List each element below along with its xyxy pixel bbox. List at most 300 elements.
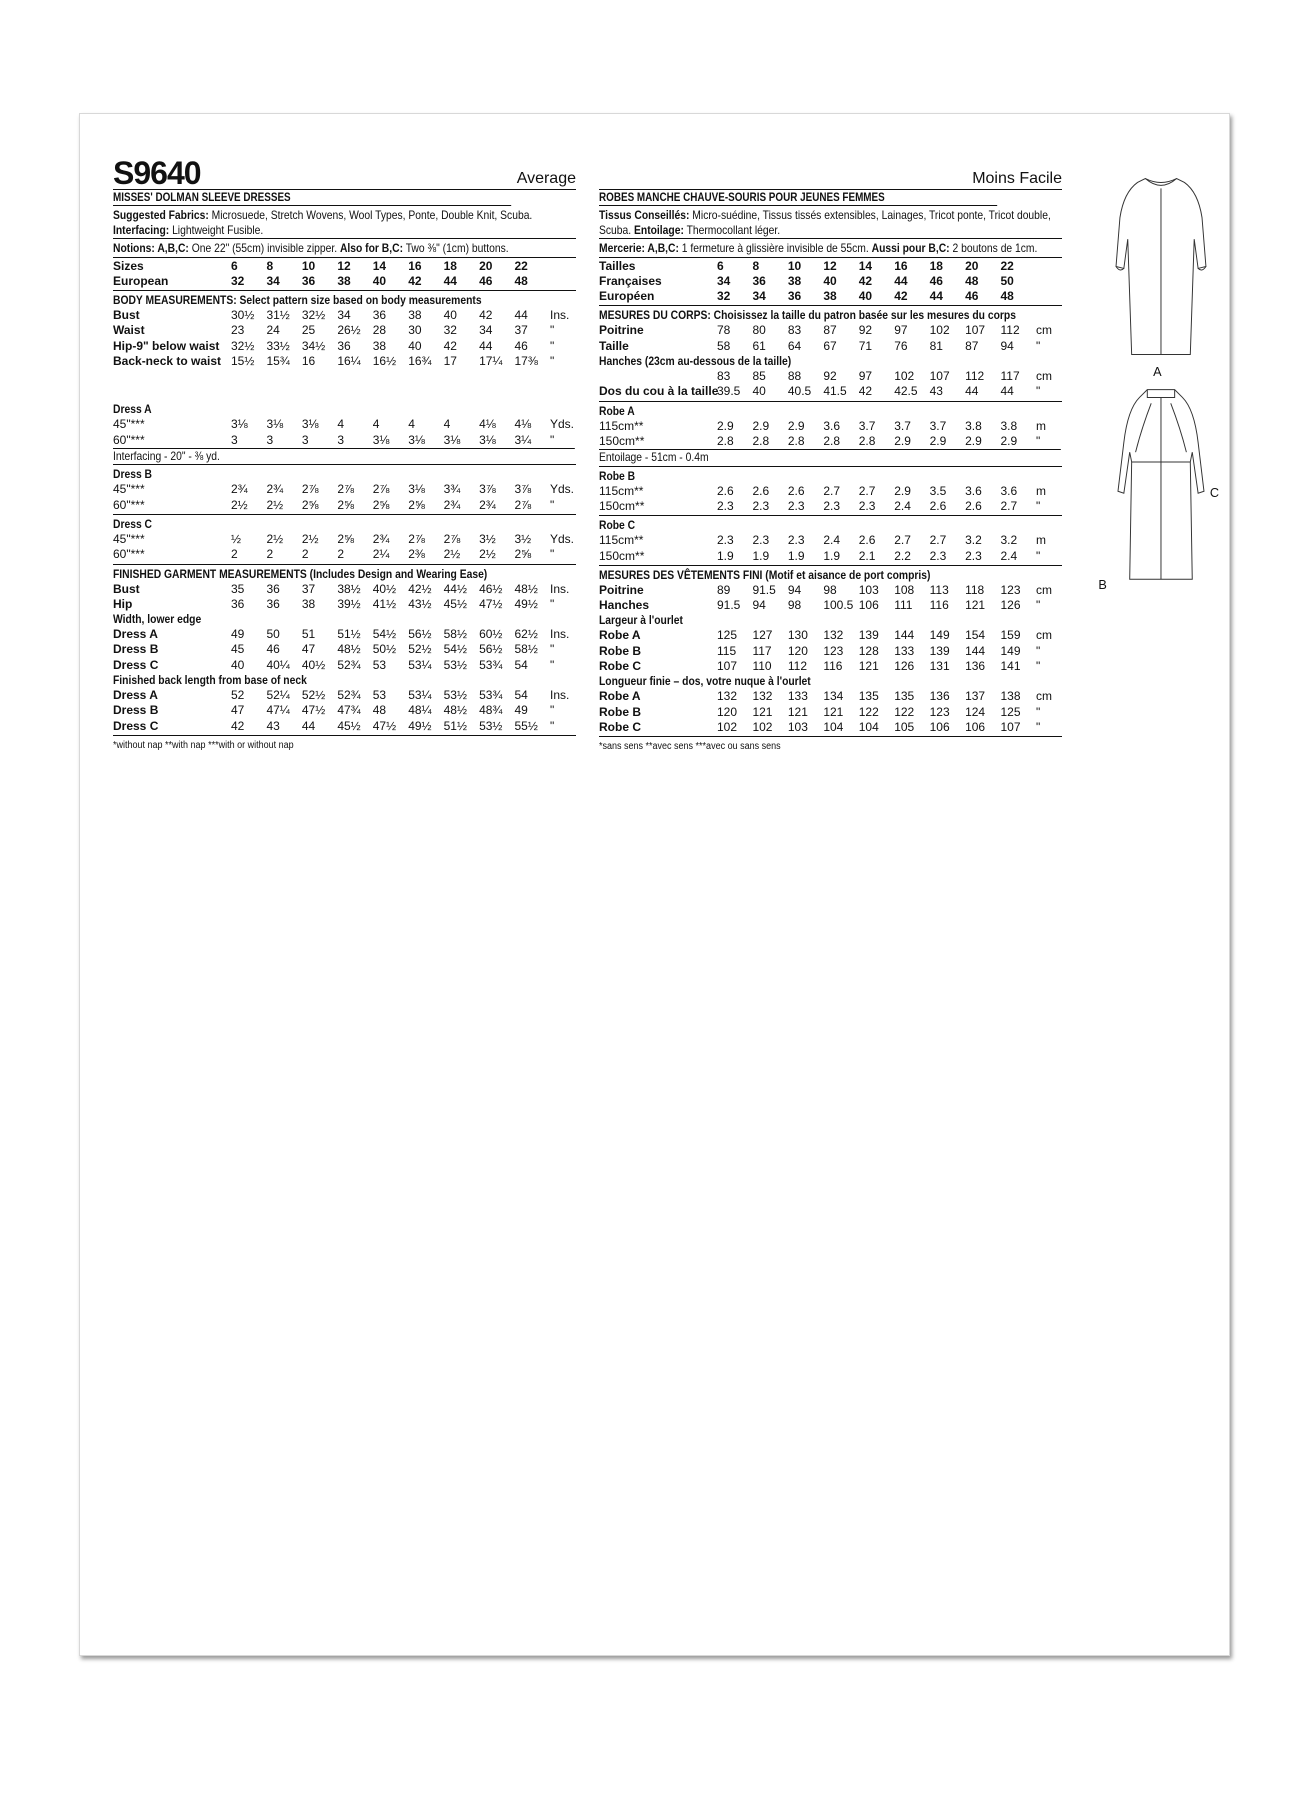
- value-cell: 43½: [408, 596, 432, 611]
- table-row: [599, 549, 1062, 564]
- value-cell: 4: [372, 417, 380, 432]
- value-cell: 54½: [372, 627, 397, 642]
- value-cell: 47½: [479, 596, 503, 611]
- table-row: [599, 583, 1062, 598]
- body-measurements-section: [113, 291, 576, 400]
- value-cell: 2.3: [787, 533, 805, 548]
- yardage-view-title: Dress B: [113, 467, 153, 482]
- value-cell: 46: [965, 289, 979, 304]
- row-label: Sizes: [113, 258, 144, 273]
- value-cell: 122: [894, 704, 915, 719]
- fabrics-section-fr: [599, 206, 1062, 239]
- row-label: 45"***: [113, 531, 145, 546]
- table-row: [113, 658, 576, 673]
- value-cell: 2.6: [858, 533, 876, 548]
- value-cell: 3⅛: [266, 417, 284, 432]
- row-label: 60"***: [113, 547, 145, 562]
- value-cell: 12: [823, 258, 837, 273]
- value-cell: 2.7: [858, 483, 876, 498]
- value-cell: 42: [408, 273, 422, 288]
- value-cell: 3.7: [894, 418, 911, 433]
- value-cell: 10: [301, 258, 316, 273]
- value-cell: 53¾: [479, 688, 503, 703]
- value-cell: 128: [858, 643, 879, 658]
- row-label: 150cm**: [599, 548, 645, 563]
- row-label: Poitrine: [599, 323, 644, 338]
- value-cell: 53¼: [408, 688, 432, 703]
- english-column: [113, 155, 576, 751]
- value-cell: 36: [266, 596, 280, 611]
- value-cell: 83: [787, 323, 802, 338]
- value-cell: 3.6: [965, 483, 982, 498]
- value-cell: 71: [858, 338, 873, 353]
- value-cell: 2.7: [894, 533, 911, 548]
- table-row: [599, 484, 1062, 499]
- value-cell: 2½: [231, 497, 248, 512]
- value-cell: 3¼: [514, 432, 532, 447]
- value-cell: 42½: [408, 581, 432, 596]
- unit-cell: [1036, 289, 1062, 304]
- value-cell: 112: [965, 368, 985, 383]
- value-cell: 92: [823, 368, 837, 383]
- footnote-fr: *sans sens **avec sens ***avec ou sans sens: [599, 741, 781, 753]
- value-cell: 2⅞: [408, 531, 425, 546]
- row-label: Robe C: [599, 719, 641, 734]
- value-cell: 2.8: [717, 433, 734, 448]
- value-cell: 100.5: [823, 598, 854, 613]
- value-cell: 38: [823, 289, 837, 304]
- row-label: European: [113, 273, 169, 288]
- value-cell: 58: [717, 338, 731, 353]
- value-cell: 41.5: [823, 384, 847, 399]
- yardage-view-title: Dress A: [113, 402, 152, 417]
- table-row: [599, 689, 1062, 704]
- row-label: Taille: [599, 338, 629, 353]
- value-cell: 3.2: [965, 533, 982, 548]
- unit-cell: ": [550, 596, 555, 611]
- table-row: [113, 582, 576, 597]
- value-cell: 33½: [266, 338, 290, 353]
- value-cell: 3: [301, 432, 309, 447]
- value-cell: 107: [1000, 719, 1021, 734]
- table-row: [113, 417, 576, 432]
- value-cell: 2¾: [443, 497, 461, 512]
- value-cell: 17⅜: [514, 353, 538, 368]
- unit-cell: Ins.: [550, 627, 570, 642]
- row-label: Robe C: [599, 659, 641, 674]
- value-cell: 131: [929, 659, 950, 674]
- row-label: 115cm**: [599, 483, 644, 498]
- yardage-block: [113, 465, 576, 515]
- value-cell: 4: [408, 417, 415, 432]
- finished-measurements-section: [113, 565, 576, 736]
- value-cell: 46: [514, 338, 528, 353]
- value-cell: 3½: [514, 531, 532, 546]
- value-cell: 2.8: [752, 433, 770, 448]
- value-cell: 55½: [514, 718, 538, 733]
- value-cell: 42.5: [894, 384, 918, 399]
- value-cell: 137: [965, 689, 986, 704]
- row-label: Tailles: [599, 258, 636, 273]
- value-cell: 102: [894, 368, 915, 383]
- interfacing-yardage: Interfacing - 20" - ⅜ yd.: [113, 448, 575, 464]
- value-cell: 3⅛: [231, 417, 248, 432]
- table-row: [113, 597, 576, 612]
- value-cell: 121: [823, 704, 844, 719]
- value-cell: 64: [787, 338, 802, 353]
- row-label: 60"***: [113, 497, 145, 512]
- notions-text-fr: Mercerie: A,B,C: 1 fermeture à glissière invisible de 55cm. Aussi pour B,C: 2 boutons de 1cm.: [599, 241, 1038, 255]
- value-cell: 53½: [479, 718, 503, 733]
- row-label: 115cm**: [599, 533, 644, 548]
- value-cell: 104: [858, 719, 879, 734]
- value-cell: 36: [301, 273, 316, 288]
- finished-measurements-section-fr: [599, 566, 1062, 737]
- value-cell: 62½: [514, 627, 538, 642]
- value-cell: 53: [372, 657, 387, 672]
- value-cell: 2½: [479, 547, 496, 562]
- value-cell: 121: [965, 598, 986, 613]
- row-label: Poitrine: [599, 582, 644, 597]
- unit-cell: ": [550, 718, 555, 733]
- value-cell: 31½: [266, 308, 290, 323]
- value-cell: 108: [894, 582, 915, 597]
- value-cell: 2⅝: [514, 547, 532, 562]
- value-cell: 139: [929, 643, 950, 658]
- value-cell: 2½: [266, 531, 284, 546]
- value-cell: 2.4: [1000, 548, 1018, 563]
- value-cell: 144: [965, 643, 986, 658]
- row-label: Waist: [113, 323, 145, 338]
- value-cell: 47½: [372, 718, 397, 733]
- value-cell: 120: [717, 704, 738, 719]
- value-cell: 2.4: [894, 498, 911, 513]
- french-column: [599, 159, 1062, 752]
- value-cell: 40: [231, 657, 245, 672]
- value-cell: 51: [301, 627, 316, 642]
- hanches-title: Hanches (23cm au-dessous de la taille): [599, 353, 792, 368]
- notions-text: Notions: A,B,C: One 22" (55cm) invisible zipper. Also for B,C: Two ⅜" (1cm) buttons.: [113, 241, 509, 255]
- value-cell: 2.1: [858, 548, 876, 563]
- value-cell: 53¼: [408, 657, 432, 672]
- value-cell: 130: [787, 628, 808, 643]
- value-cell: 107: [717, 659, 738, 674]
- value-cell: 56½: [408, 627, 432, 642]
- value-cell: 2.6: [717, 483, 734, 498]
- value-cell: 2.3: [929, 548, 947, 563]
- unit-cell: ": [1036, 598, 1041, 613]
- value-cell: 2⅜: [408, 547, 425, 562]
- value-cell: 3.8: [965, 418, 982, 433]
- value-cell: 34: [752, 289, 766, 304]
- value-cell: 117: [752, 643, 772, 658]
- value-cell: 94: [1000, 338, 1014, 353]
- table-row: [113, 339, 576, 354]
- value-cell: 16¾: [408, 353, 432, 368]
- value-cell: 110: [752, 659, 772, 674]
- value-cell: 44½: [443, 581, 467, 596]
- value-cell: 36: [787, 289, 802, 304]
- value-cell: 32: [717, 289, 731, 304]
- value-cell: 94: [787, 582, 802, 597]
- value-cell: 46: [266, 642, 280, 657]
- value-cell: 103: [787, 719, 808, 734]
- value-cell: 87: [965, 338, 979, 353]
- yardage-view-title: Robe C: [599, 518, 636, 533]
- value-cell: ½: [231, 531, 242, 546]
- table-row: [599, 628, 1062, 643]
- value-cell: 37: [301, 581, 316, 596]
- value-cell: 51½: [443, 718, 467, 733]
- value-cell: 2.6: [787, 483, 805, 498]
- value-cell: 4⅛: [479, 417, 496, 432]
- pattern-code: S9640: [113, 155, 201, 191]
- yardage-block: [599, 467, 1062, 517]
- value-cell: 3.7: [929, 418, 947, 433]
- pattern-title-fr: ROBES MANCHE CHAUVE-SOURIS POUR JEUNES FEMMES: [599, 190, 997, 206]
- value-cell: 83: [717, 368, 731, 383]
- value-cell: 149: [929, 628, 950, 643]
- row-label: 115cm**: [599, 418, 644, 433]
- value-cell: 32½: [231, 338, 255, 353]
- interfacing-yardage: Entoilage - 51cm - 0.4m: [599, 449, 1061, 465]
- value-cell: 105: [894, 719, 915, 734]
- value-cell: 17: [443, 353, 457, 368]
- value-cell: 45: [231, 642, 245, 657]
- table-row: [599, 339, 1062, 354]
- value-cell: 36: [337, 338, 351, 353]
- table-row: [599, 289, 1062, 304]
- table-row: [113, 688, 576, 703]
- value-cell: 134: [823, 689, 844, 704]
- value-cell: 6: [717, 258, 724, 273]
- value-cell: 54: [514, 688, 528, 703]
- table-row: [599, 659, 1062, 674]
- value-cell: 132: [717, 689, 738, 704]
- value-cell: 25: [301, 323, 316, 338]
- row-label: Dress C: [113, 718, 159, 733]
- value-cell: 2.6: [929, 498, 947, 513]
- value-cell: 52½: [301, 688, 326, 703]
- unit-cell: ": [1036, 548, 1041, 563]
- table-row: [113, 498, 576, 513]
- value-cell: 133: [787, 689, 808, 704]
- value-cell: 48: [514, 273, 528, 288]
- value-cell: 107: [929, 368, 950, 383]
- table-row: [113, 719, 576, 734]
- difficulty-level-fr: Moins Facile: [972, 170, 1062, 187]
- unit-cell: ": [1036, 498, 1041, 513]
- row-label: Robe B: [599, 643, 641, 658]
- value-cell: 113: [929, 582, 949, 597]
- value-cell: 53: [372, 688, 387, 703]
- value-cell: 44: [443, 273, 457, 288]
- value-cell: 136: [965, 659, 986, 674]
- value-cell: 2.9: [965, 433, 982, 448]
- value-cell: 103: [858, 582, 879, 597]
- value-cell: 3.6: [1000, 483, 1018, 498]
- body-measurements-section-fr: [599, 306, 1062, 401]
- value-cell: 4: [443, 417, 451, 432]
- value-cell: 2⅞: [337, 482, 354, 497]
- value-cell: 44: [929, 289, 943, 304]
- row-label: 60"***: [113, 432, 145, 447]
- value-cell: 39.5: [717, 384, 741, 399]
- value-cell: 2: [266, 547, 274, 562]
- notions-section-fr: [599, 239, 1062, 258]
- value-cell: 36: [266, 581, 280, 596]
- figure-label-b: B: [1098, 578, 1107, 589]
- value-cell: 111: [894, 598, 913, 613]
- value-cell: 52¾: [337, 657, 361, 672]
- value-cell: 104: [823, 719, 844, 734]
- value-cell: 89: [717, 582, 731, 597]
- table-row: [113, 482, 576, 497]
- value-cell: 52¾: [337, 688, 361, 703]
- value-cell: 54: [514, 657, 528, 672]
- unit-cell: ": [550, 338, 555, 353]
- value-cell: 20: [965, 258, 979, 273]
- value-cell: 92: [858, 323, 873, 338]
- unit-cell: ": [1036, 719, 1041, 734]
- value-cell: 2.7: [1000, 498, 1018, 513]
- value-cell: 40: [372, 273, 387, 288]
- dress-b-c-drawing: [1118, 390, 1204, 580]
- value-cell: 106: [929, 719, 950, 734]
- width-title: Width, lower edge: [113, 612, 202, 627]
- value-cell: 2.9: [894, 433, 911, 448]
- row-label: Back-neck to waist: [113, 353, 222, 368]
- table-row: [599, 259, 1062, 274]
- value-cell: 85: [752, 368, 766, 383]
- value-cell: 38: [372, 338, 387, 353]
- value-cell: 6: [231, 258, 238, 273]
- value-cell: 40½: [301, 657, 326, 672]
- value-cell: 2.3: [858, 498, 876, 513]
- body-measurements-title-fr: MESURES DU CORPS: Choisissez la taille du patron basée sur les mesures du corps: [599, 308, 1016, 323]
- value-cell: 16: [894, 258, 908, 273]
- value-cell: 48¼: [408, 703, 432, 718]
- value-cell: 2.6: [965, 498, 982, 513]
- value-cell: 34: [337, 308, 351, 323]
- value-cell: 17¼: [479, 353, 503, 368]
- value-cell: 144: [894, 628, 915, 643]
- value-cell: 135: [858, 689, 879, 704]
- value-cell: 3: [337, 432, 344, 447]
- value-cell: 58½: [443, 627, 467, 642]
- value-cell: 102: [717, 719, 738, 734]
- row-label: 45"***: [113, 482, 145, 497]
- value-cell: 42: [894, 289, 908, 304]
- finished-title-fr: MESURES DES VÊTEMENTS FINI (Motif et aisance de port compris): [599, 567, 931, 582]
- value-cell: 132: [752, 689, 773, 704]
- value-cell: 4: [337, 417, 344, 432]
- value-cell: 2¼: [372, 547, 390, 562]
- value-cell: 159: [1000, 628, 1021, 643]
- figure-label-a: A: [1153, 364, 1162, 379]
- unit-cell: cm: [1036, 689, 1052, 704]
- row-label: [599, 369, 717, 384]
- value-cell: 30: [408, 323, 422, 338]
- value-cell: 120: [787, 643, 808, 658]
- value-cell: 61: [752, 338, 766, 353]
- value-cell: 126: [894, 659, 915, 674]
- value-cell: 2⅝: [301, 497, 319, 512]
- row-label: Dress A: [113, 688, 158, 703]
- value-cell: 102: [752, 719, 773, 734]
- value-cell: 2⅞: [301, 482, 319, 497]
- value-cell: 44: [301, 718, 316, 733]
- value-cell: 15¾: [266, 353, 290, 368]
- yardage-block: [113, 400, 576, 465]
- table-row: [113, 703, 576, 718]
- table-row: [113, 274, 576, 289]
- dress-a-drawing: [1116, 179, 1206, 355]
- value-cell: 3⅛: [408, 482, 425, 497]
- row-label: Dress B: [113, 703, 159, 718]
- value-cell: 32: [231, 273, 245, 288]
- value-cell: 53½: [443, 688, 467, 703]
- unit-cell: cm: [1036, 323, 1052, 338]
- value-cell: 3⅛: [301, 417, 319, 432]
- value-cell: 10: [787, 258, 802, 273]
- table-row: [599, 644, 1062, 659]
- value-cell: 112: [787, 659, 808, 674]
- value-cell: 37: [514, 323, 528, 338]
- unit-cell: cm: [1036, 368, 1052, 383]
- unit-cell: ": [550, 497, 555, 512]
- row-label: Hip-9" below waist: [113, 338, 220, 353]
- value-cell: 40: [752, 384, 766, 399]
- value-cell: 138: [1000, 689, 1021, 704]
- value-cell: 3¾: [443, 482, 461, 497]
- unit-cell: ": [1036, 433, 1041, 448]
- value-cell: 22: [1000, 258, 1014, 273]
- value-cell: 2.8: [787, 433, 805, 448]
- difficulty-level: Average: [516, 170, 576, 187]
- value-cell: 1.9: [752, 548, 770, 563]
- row-label: 150cm**: [599, 433, 645, 448]
- value-cell: 2.9: [717, 418, 734, 433]
- table-row: [113, 354, 576, 369]
- value-cell: 24: [266, 323, 280, 338]
- value-cell: 2.3: [787, 498, 805, 513]
- value-cell: 45½: [337, 718, 361, 733]
- row-label: Hanches: [599, 598, 650, 613]
- header-en: [113, 155, 576, 191]
- unit-cell: Ins.: [550, 308, 570, 323]
- value-cell: 3⅛: [408, 432, 425, 447]
- value-cell: 60½: [479, 627, 503, 642]
- yardage-section: [113, 400, 576, 564]
- value-cell: 2: [231, 547, 238, 562]
- value-cell: 42: [231, 718, 245, 733]
- value-cell: 52½: [408, 642, 432, 657]
- value-cell: 149: [1000, 643, 1021, 658]
- unit-cell: ": [550, 657, 555, 672]
- table-row: [599, 384, 1062, 399]
- value-cell: 51½: [337, 627, 361, 642]
- row-label: 45"***: [113, 417, 145, 432]
- value-cell: 132: [823, 628, 844, 643]
- unit-cell: [1036, 274, 1062, 289]
- value-cell: 122: [858, 704, 879, 719]
- value-cell: 112: [1000, 323, 1020, 338]
- table-row: [113, 627, 576, 642]
- table-row: [599, 419, 1062, 434]
- value-cell: 48: [372, 703, 387, 718]
- value-cell: 44: [479, 338, 493, 353]
